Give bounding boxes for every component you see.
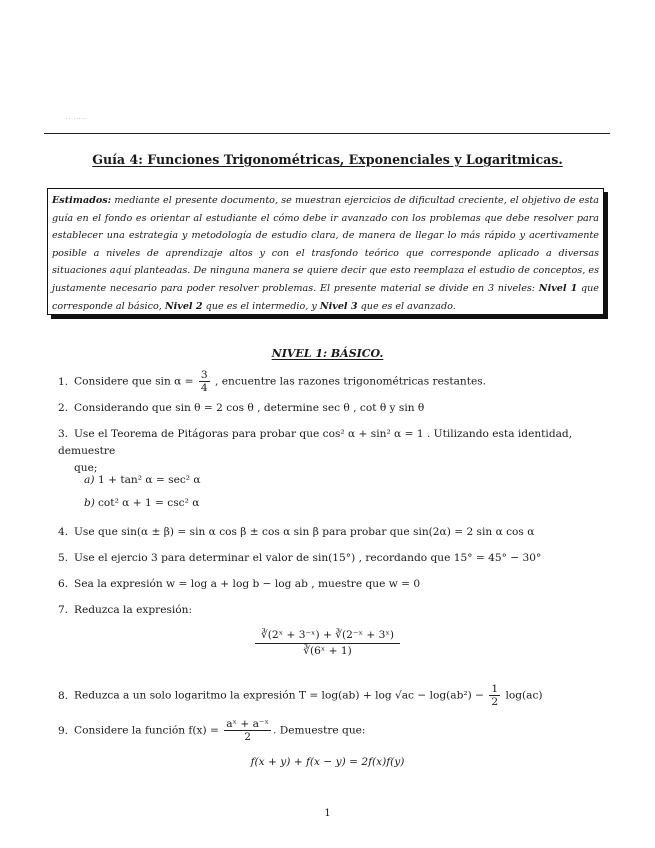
fraction-numerator: 1 xyxy=(491,683,499,695)
intro-box xyxy=(47,188,604,315)
exercise-6 xyxy=(58,576,618,593)
fraction-denominator: 2 xyxy=(244,731,251,743)
exercise-3b xyxy=(84,497,199,509)
intro-text-1: mediante el presente documento, se muestran ejercicios de dificultad creciente, el objetivo de esta guía en el fondo es orientar al estudiante el cómo debe ir avanzado con los problemas que debe resolver para establecer una estrategia y metodología de estudio clara, de manera de llegar lo más rápido y acertivamente posible a niveles de aprendizaje altos y con el trasfondo teórico que corresponde aplicado a diversas situaciones aquí planteadas. De ninguna manera se quiere decir que esto reemplaza el estudio de conceptos, es justamente necesario para poder resolver problemas. El presente material se divide en 3 niveles: xyxy=(52,195,599,294)
exercise-text: Considere que sin α = xyxy=(74,375,197,388)
exercise-number: 9. xyxy=(58,724,69,737)
intro-text-2: que corresponde al básico, xyxy=(52,282,599,312)
sub-label: b) xyxy=(84,497,95,509)
exercise-number: 3. xyxy=(58,428,69,440)
exercise-text: Considerando que sin θ = 2 cos θ , determine sec θ , cot θ y sin θ xyxy=(74,402,425,414)
fraction-numerator: aˣ + a⁻ˣ xyxy=(226,718,270,730)
fraction xyxy=(224,718,271,743)
exercise-text: Use que sin(α ± β) = sin α cos β ± cos α sin β para probar que sin(2α) = 2 sin α cos α xyxy=(74,526,535,538)
intro-nivel-3: Nivel 3 xyxy=(319,300,358,312)
exercise-text: Considere la función f(x) = xyxy=(74,724,223,737)
fraction-numerator: ∛(2ˣ + 3⁻ˣ) + ∛(2⁻ˣ + 3ˣ) xyxy=(255,628,400,644)
display-equation-7 xyxy=(0,628,655,659)
document-title xyxy=(0,152,655,167)
sub-label: a) xyxy=(84,474,95,486)
exercise-text: , encuentre las razones trigonométricas restantes. xyxy=(211,375,487,388)
exercise-number: 7. xyxy=(58,604,69,616)
page-number: 1 xyxy=(324,808,331,819)
exercise-7 xyxy=(58,602,618,619)
exercise-4 xyxy=(58,524,618,541)
exercise-number: 1. xyxy=(58,375,69,388)
header-rule xyxy=(44,133,610,134)
exercise-number: 8. xyxy=(58,689,69,702)
exercise-number: 6. xyxy=(58,578,69,590)
fraction xyxy=(489,683,500,708)
section-heading xyxy=(0,347,655,360)
exercise-3 xyxy=(58,426,618,477)
intro-text-4: que es el avanzado. xyxy=(357,300,456,312)
exercise-number: 4. xyxy=(58,526,69,538)
exercise-2 xyxy=(58,400,618,417)
intro-nivel-1: Nivel 1 xyxy=(538,282,578,294)
fraction-denominator: ∛(6ˣ + 1) xyxy=(303,645,352,657)
exercise-1 xyxy=(58,369,618,394)
intro-text-3: que es el intermedio, y xyxy=(202,300,320,312)
fraction-numerator: 3 xyxy=(200,369,208,381)
exercise-8 xyxy=(58,683,618,708)
exercise-text: Reduzca a un solo logaritmo la expresión T = log(ab) + log √ac − log(ab²) − xyxy=(74,689,488,702)
exercise-text: Use el ejercio 3 para determinar el valor de sin(15°) , recordando que 15° = 45° − 30° xyxy=(74,552,542,564)
sub-text: 1 + tan² α = sec² α xyxy=(98,474,201,486)
exercise-3a xyxy=(84,474,201,486)
sub-text: cot² α + 1 = csc² α xyxy=(98,497,200,509)
intro-nivel-2: Nivel 2 xyxy=(164,300,203,312)
display-equation-9: f(x + y) + f(x − y) = 2f(x)f(y) xyxy=(250,756,405,768)
fraction-denominator: 4 xyxy=(200,382,208,394)
header-mark: ·· ····· xyxy=(66,116,87,122)
exercise-number: 5. xyxy=(58,552,69,564)
exercise-9 xyxy=(58,718,618,743)
fraction-denominator: 2 xyxy=(491,696,499,708)
exercise-text: . Demuestre que: xyxy=(273,724,366,737)
exercise-5 xyxy=(58,550,618,567)
document-title-text: Guía 4: Funciones Trigonométricas, Exponenciales y Logaritmicas. xyxy=(92,152,563,167)
exercise-text: Sea la expresión w = log a + log b − log ab , muestre que w = 0 xyxy=(74,578,421,590)
exercise-text: log(ac) xyxy=(502,689,543,702)
fraction xyxy=(199,369,210,394)
exercise-number: 2. xyxy=(58,402,69,414)
exercise-text: Use el Teorema de Pitágoras para probar que cos² α + sin² α = 1 . Utilizando esta identidad, demuestre xyxy=(58,428,573,457)
intro-lead: Estimados: xyxy=(52,195,112,206)
fraction xyxy=(255,628,400,659)
exercise-text-cont: que; xyxy=(74,462,98,474)
exercise-text: Reduzca la expresión: xyxy=(74,604,193,616)
section-heading-text: NIVEL 1: BÁSICO. xyxy=(271,347,384,360)
